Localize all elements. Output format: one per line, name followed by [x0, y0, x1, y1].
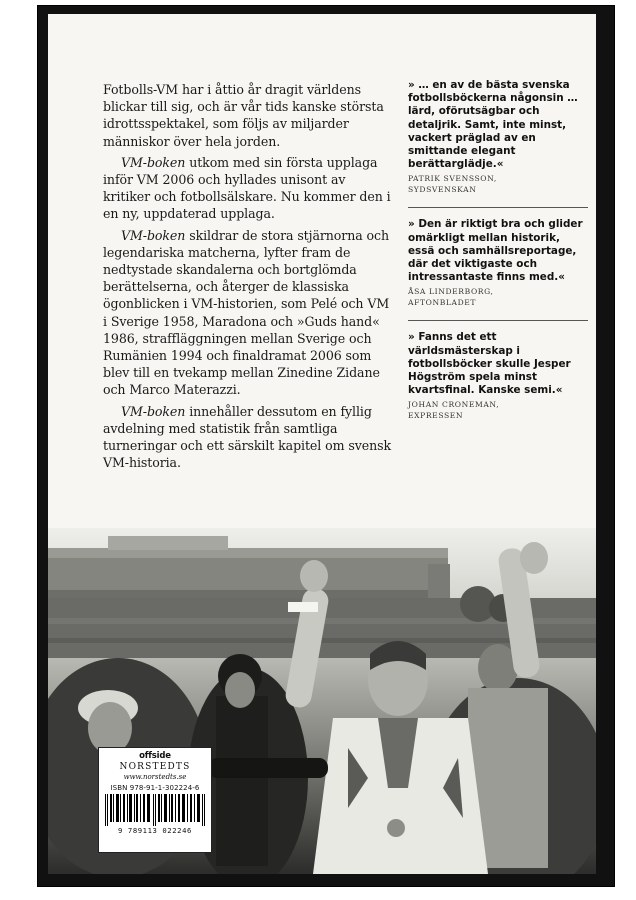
- quote-outlet: SYDSVENSKAN: [408, 184, 477, 194]
- quote-source: [408, 174, 588, 195]
- review-quotes: [408, 79, 588, 433]
- blurb-paragraph-text: skildrar de stora stjärnorna och legendariska matcherna, lyfter fram de nedtystade skandalerna och bortglömda berättelserna, och återger de klassiska ögonblicken i VM-historien, som Pelé och VM i Sverige 1958, Maradona och »Guds hand« 1986, straffläggningen mellan Sverige och Rumänien 1994 och finaldramat 2006 som blev till en tvekamp mellan Zinedine Zidane och Marco Materazzi.: [103, 227, 390, 398]
- quote-text: » … en av de bästa svenska fotbollsböckerna någonsin … lärd, oförutsägbar och detaljrik. Samt, inte minst, vackert präglad av en smittande elegant berättarglädje.«: [408, 79, 578, 171]
- offside-logo: offside: [139, 751, 171, 761]
- isbn-number: ISBN 978-91-1-302224-6: [110, 784, 200, 792]
- book-title-italic: VM-boken: [121, 227, 186, 243]
- review-quote: [408, 331, 588, 421]
- blurb-paragraph-text: utkom med sin första upplaga inför VM 2006 och hyllades unisont av kritiker och fotbollsälskare. Nu kommer den i en ny, uppdaterad upplaga.: [103, 154, 391, 222]
- blurb-paragraph: [103, 227, 395, 399]
- blurb-text: [103, 81, 395, 475]
- cover-page: [48, 14, 596, 874]
- quote-divider: [408, 320, 588, 321]
- quote-outlet: AFTONBLADET: [408, 297, 477, 307]
- quote-divider: [408, 207, 588, 208]
- quote-text: » Den är riktigt bra och glider omärkligt mellan historik, essä och samhällsreportage, där det viktigaste och intressantaste finns med.«: [408, 218, 583, 284]
- book-back-cover: [38, 6, 614, 886]
- quote-outlet: EXPRESSEN: [408, 410, 464, 420]
- publisher-website: www.norstedts.se: [123, 773, 187, 781]
- barcode-number: 9 789113 022246: [118, 826, 192, 835]
- publisher-logo: NORSTEDTS: [119, 762, 191, 772]
- quote-text: » Fanns det ett världsmästerskap i fotbollsböcker skulle Jesper Högström spela minst kvartsfinal. Kanske semi.«: [408, 331, 571, 397]
- blurb-paragraph: [103, 81, 395, 150]
- blurb-paragraph: [103, 154, 395, 223]
- blurb-paragraph-text: innehåller dessutom en fyllig avdelning med statistik från samtliga turneringar och ett särskilt kapitel om svensk VM-historia.: [103, 403, 391, 471]
- review-quote: [408, 79, 588, 195]
- quote-author: ÅSA LINDERBORG,: [408, 287, 494, 297]
- review-quote: [408, 218, 588, 308]
- quote-author: JOHAN CRONEMAN,: [408, 400, 500, 410]
- book-title-italic: VM-boken: [121, 154, 186, 170]
- barcode-icon: [103, 794, 207, 826]
- quote-author: PATRIK SVENSSON,: [408, 174, 497, 184]
- quote-source: [408, 400, 588, 421]
- isbn-barcode-sticker: [98, 747, 212, 853]
- quote-source: [408, 287, 588, 308]
- blurb-paragraph-text: Fotbolls-VM har i åttio år dragit världens blickar till sig, och är vår tids kanske största idrottsspektakel, som följs av miljarder människor över hela jorden.: [103, 82, 384, 149]
- book-title-italic: VM-boken: [121, 403, 186, 419]
- blurb-paragraph: [103, 403, 395, 472]
